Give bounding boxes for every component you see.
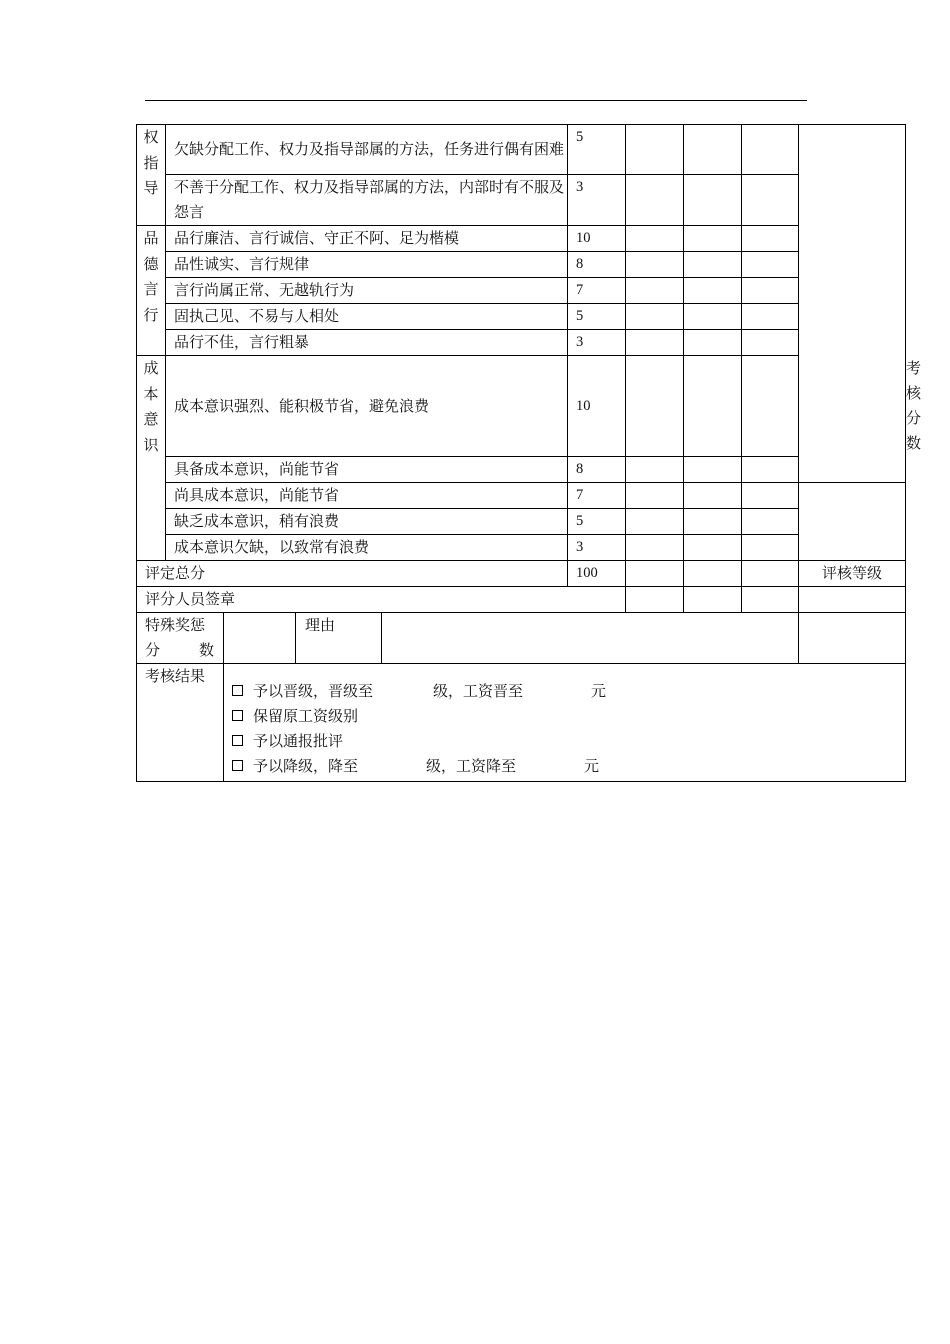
- score-cell[interactable]: [742, 457, 799, 483]
- grade-value-cell[interactable]: [799, 587, 906, 613]
- criterion-description: 成本意识欠缺，以致常有浪费: [166, 535, 568, 561]
- criterion-score: 8: [568, 252, 626, 278]
- criterion-score: 7: [568, 483, 626, 509]
- criterion-description: 尚具成本意识，尚能节省: [166, 483, 568, 509]
- criterion-score: 7: [568, 278, 626, 304]
- score-cell[interactable]: [742, 330, 799, 356]
- special-label-char: 数: [198, 641, 214, 659]
- score-cell[interactable]: [742, 483, 799, 509]
- criterion-description: 缺乏成本意识，稍有浪费: [166, 509, 568, 535]
- table-row: 成 本 意 识 成本意识强烈、能积极节省，避免浪费 10 考核分数: [137, 356, 906, 457]
- signature-cell[interactable]: [684, 587, 742, 613]
- score-cell[interactable]: [626, 561, 684, 587]
- criterion-score: 3: [568, 535, 626, 561]
- category-char: 识: [143, 435, 159, 454]
- table-row: [137, 535, 906, 561]
- criterion-description: 品行廉洁、言行诚信、守正不阿、足为楷模: [166, 226, 568, 252]
- criterion-description: 具备成本意识，尚能节省: [166, 457, 568, 483]
- category-char: 德: [143, 254, 159, 273]
- header-rule: [145, 100, 807, 101]
- category-char: 成: [143, 359, 159, 377]
- criterion-score: 5: [568, 509, 626, 535]
- checkbox[interactable]: [232, 760, 243, 771]
- score-cell[interactable]: [626, 278, 684, 304]
- total-score-label: 评定总分: [137, 561, 568, 587]
- criterion-description: 成本意识强烈、能积极节省，避免浪费: [166, 356, 568, 457]
- result-label: 考核结果: [137, 664, 224, 782]
- category-char: 言: [143, 280, 159, 298]
- score-cell[interactable]: [684, 175, 742, 226]
- criterion-description: 品行不佳，言行粗暴: [166, 330, 568, 356]
- table-row: [137, 278, 906, 304]
- table-row: [137, 613, 906, 664]
- criterion-score: 10: [568, 356, 626, 457]
- grade-label: 评核等级: [799, 561, 906, 587]
- criterion-description: 固执己见、不易与人相处: [166, 304, 568, 330]
- criterion-description: 言行尚属正常、无越轨行为: [166, 278, 568, 304]
- table-row: [137, 125, 906, 175]
- score-cell[interactable]: [684, 356, 742, 457]
- criterion-score: 10: [568, 226, 626, 252]
- score-cell[interactable]: [626, 356, 684, 457]
- criterion-description: 不善于分配工作、权力及指导部属的方法，内部时有不服及怨言: [166, 175, 568, 226]
- special-label-line1: 特殊奖惩: [145, 616, 206, 634]
- score-cell[interactable]: [626, 175, 684, 226]
- promote-salary-text: 级，工资晋至: [433, 682, 524, 700]
- score-cell[interactable]: [684, 561, 742, 587]
- table-row: [137, 330, 906, 356]
- table-row: [137, 587, 906, 613]
- score-cell[interactable]: [684, 252, 742, 278]
- score-cell[interactable]: [626, 252, 684, 278]
- right-blank-cell: [799, 125, 906, 483]
- special-reward-penalty-label: [137, 613, 224, 664]
- table-row: [137, 226, 906, 252]
- signature-cell[interactable]: [626, 587, 684, 613]
- score-cell[interactable]: [684, 278, 742, 304]
- score-cell[interactable]: [684, 125, 742, 175]
- score-cell[interactable]: [626, 483, 684, 509]
- score-cell[interactable]: [742, 278, 799, 304]
- score-cell[interactable]: [626, 226, 684, 252]
- score-cell[interactable]: [626, 125, 684, 175]
- table-row: [137, 175, 906, 226]
- score-cell[interactable]: [626, 535, 684, 561]
- table-row: [137, 457, 906, 483]
- criticize-text: 予以通报批评: [253, 732, 344, 750]
- score-cell[interactable]: [742, 509, 799, 535]
- criterion-score: 3: [568, 330, 626, 356]
- evaluation-form-table: [136, 124, 922, 782]
- special-blank-cell: [799, 613, 906, 664]
- special-label-char: 分: [145, 641, 161, 659]
- result-options: [224, 664, 906, 782]
- criterion-score: 5: [568, 304, 626, 330]
- checkbox[interactable]: [232, 710, 243, 721]
- table-row: [137, 664, 906, 782]
- criterion-description: 品性诚实、言行规律: [166, 252, 568, 278]
- signature-label: 评分人员签章: [137, 587, 626, 613]
- score-cell[interactable]: [742, 125, 799, 175]
- result-option-keep[interactable]: [232, 704, 905, 729]
- demote-unit: 元: [584, 757, 600, 775]
- table-row: [137, 509, 906, 535]
- total-score-value: 100: [568, 561, 626, 587]
- score-cell[interactable]: [626, 304, 684, 330]
- result-option-demote[interactable]: [232, 754, 905, 779]
- score-cell[interactable]: [684, 509, 742, 535]
- special-label-line2: [145, 638, 223, 663]
- score-cell[interactable]: [684, 483, 742, 509]
- score-cell[interactable]: [684, 226, 742, 252]
- demote-salary-text: 级，工资降至: [426, 757, 517, 775]
- table-row: [137, 304, 906, 330]
- score-cell[interactable]: [626, 457, 684, 483]
- category-char: 导: [143, 179, 159, 197]
- criterion-description: 欠缺分配工作、权力及指导部属的方法，任务进行偶有困难: [166, 125, 568, 175]
- reason-label-text: 理由: [305, 616, 336, 634]
- category-char: 意: [143, 410, 159, 428]
- reason-label: [296, 613, 382, 664]
- category-cost-awareness: [137, 356, 166, 561]
- criterion-score: 5: [568, 125, 626, 175]
- category-char: 权: [143, 128, 159, 146]
- score-cell[interactable]: [684, 457, 742, 483]
- reason-input[interactable]: [382, 613, 799, 664]
- score-cell[interactable]: [742, 304, 799, 330]
- category-moral-conduct: [137, 226, 166, 356]
- score-cell[interactable]: [742, 252, 799, 278]
- promote-unit: 元: [591, 682, 607, 700]
- category-char: 品: [143, 229, 159, 247]
- signature-cell[interactable]: [742, 587, 799, 613]
- score-cell[interactable]: [742, 175, 799, 226]
- table-row: [137, 561, 906, 587]
- score-cell[interactable]: [684, 535, 742, 561]
- result-option-criticize[interactable]: [232, 729, 905, 754]
- keep-text: 保留原工资级别: [253, 707, 359, 725]
- score-cell[interactable]: [742, 226, 799, 252]
- category-char: 本: [143, 384, 159, 403]
- table-row: [137, 252, 906, 278]
- promote-text: 予以晋级，晋级至: [253, 682, 374, 700]
- category-char: 行: [143, 305, 159, 324]
- category-char: 指: [143, 153, 159, 172]
- score-cell[interactable]: [742, 535, 799, 561]
- result-option-promote[interactable]: [232, 679, 905, 704]
- score-cell[interactable]: [626, 330, 684, 356]
- checkbox[interactable]: [232, 685, 243, 696]
- criterion-score: 8: [568, 457, 626, 483]
- special-score-input[interactable]: [224, 613, 296, 664]
- demote-text: 予以降级，降至: [253, 757, 359, 775]
- criterion-score: 3: [568, 175, 626, 226]
- score-cell[interactable]: [684, 304, 742, 330]
- category-authority-guidance: [137, 125, 166, 226]
- score-cell[interactable]: [742, 356, 799, 457]
- score-cell[interactable]: [742, 561, 799, 587]
- score-cell[interactable]: [684, 330, 742, 356]
- score-cell[interactable]: [626, 509, 684, 535]
- table-row: [137, 483, 906, 509]
- checkbox[interactable]: [232, 735, 243, 746]
